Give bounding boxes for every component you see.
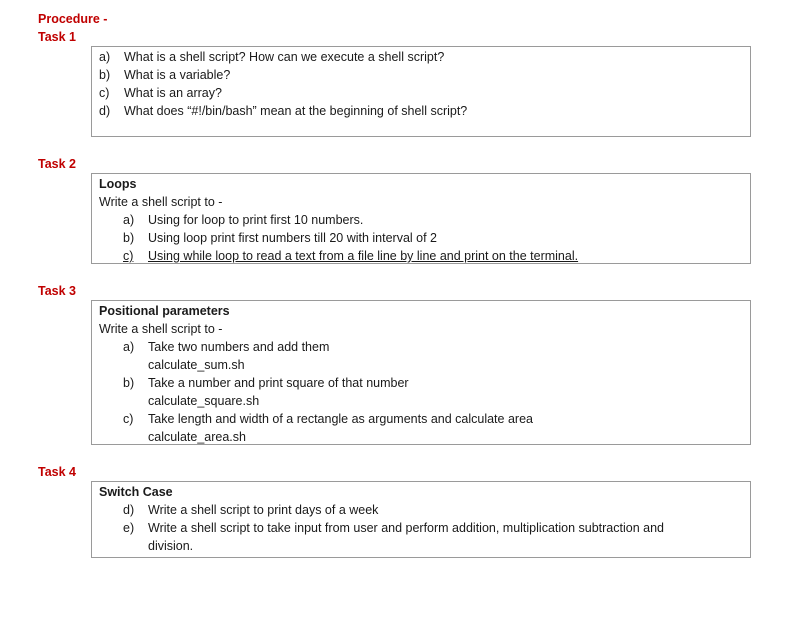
list-item-text: Take length and width of a rectangle as arguments and calculate area — [148, 412, 533, 426]
list-item-text: Write a shell script to take input from user and perform addition, multiplication subtraction and — [148, 521, 664, 535]
task-2-heading: Task 2 — [38, 157, 76, 171]
task-2-intro: Write a shell script to - — [99, 195, 223, 209]
list-item-text: Write a shell script to print days of a week — [148, 503, 379, 517]
list-item-text: Using loop print first numbers till 20 with interval of 2 — [148, 231, 438, 245]
list-marker: c) — [123, 412, 134, 426]
task-2-item-a — [99, 211, 750, 229]
task-2-title: Loops — [99, 177, 137, 191]
task-3-item-c — [99, 410, 750, 428]
task-3-item-c-filename: calculate_area.sh — [148, 430, 246, 444]
procedure-heading: Procedure - — [38, 12, 108, 26]
task-1-box — [91, 46, 751, 137]
task-1-heading: Task 1 — [38, 30, 76, 44]
list-item-text: What is an array? — [124, 86, 222, 100]
list-marker: e) — [123, 521, 135, 535]
list-marker: c) — [123, 249, 134, 263]
list-item-text: Using while loop to read a text from a file line by line and print on the terminal. — [148, 249, 579, 263]
list-marker: b) — [99, 68, 111, 82]
task-3-item-a-filename: calculate_sum.sh — [148, 358, 245, 372]
task-3-item-b-filename: calculate_square.sh — [148, 394, 260, 408]
list-item-text: What is a variable? — [124, 68, 231, 82]
task-3-item-a — [99, 338, 750, 356]
task-1-item-c — [99, 84, 750, 102]
list-item-text: What does “#!/bin/bash” mean at the beginning of shell script? — [124, 104, 468, 118]
list-marker: b) — [123, 376, 135, 390]
task-2-box — [91, 173, 751, 264]
list-marker: d) — [123, 503, 135, 517]
list-item-text: Take a number and print square of that number — [148, 376, 409, 390]
task-4-item-d — [99, 501, 750, 519]
task-1-item-d — [99, 102, 750, 120]
task-3-heading: Task 3 — [38, 284, 76, 298]
task-1-item-a — [99, 48, 750, 66]
list-marker: a) — [123, 340, 135, 354]
list-item-text: Using for loop to print first 10 numbers. — [148, 213, 364, 227]
task-2-item-c — [99, 247, 750, 265]
list-marker: a) — [123, 213, 135, 227]
task-4-item-e — [99, 519, 750, 537]
list-marker: c) — [99, 86, 110, 100]
task-3-intro: Write a shell script to - — [99, 322, 223, 336]
task-4-box — [91, 481, 751, 558]
task-2-item-b — [99, 229, 750, 247]
task-4-title: Switch Case — [99, 485, 173, 499]
task-4-item-e-continuation: division. — [148, 539, 194, 553]
task-3-box — [91, 300, 751, 445]
list-item-text: What is a shell script? How can we execute a shell script? — [124, 50, 445, 64]
task-3-item-b — [99, 374, 750, 392]
task-3-title: Positional parameters — [99, 304, 230, 318]
list-marker: d) — [99, 104, 111, 118]
task-1-item-b — [99, 66, 750, 84]
task-4-heading: Task 4 — [38, 465, 76, 479]
list-marker: a) — [99, 50, 111, 64]
list-marker: b) — [123, 231, 135, 245]
list-item-text: Take two numbers and add them — [148, 340, 330, 354]
